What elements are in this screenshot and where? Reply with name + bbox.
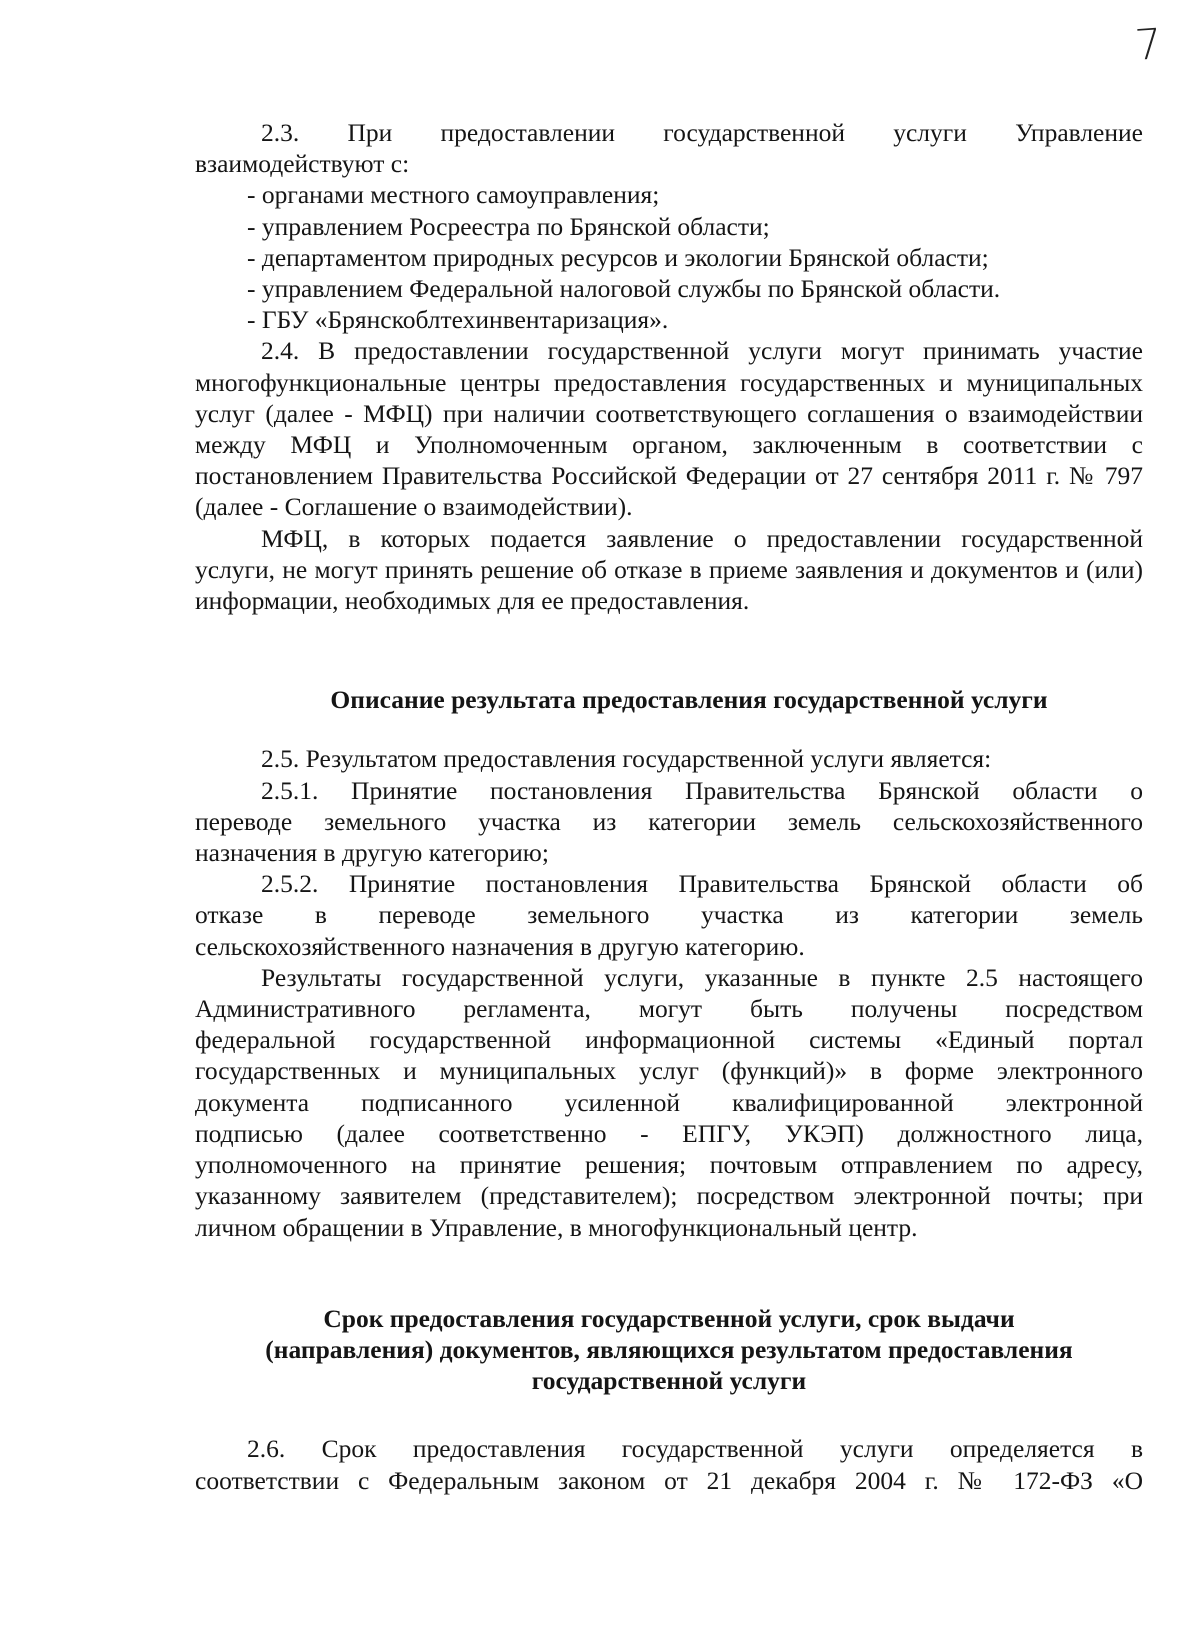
paragraph-line: Результаты государственной услуги, указанные в пункте 2.5 настоящего: [261, 962, 1143, 992]
paragraph-line: назначения в другую категорию;: [195, 838, 549, 868]
paragraph-line: Административного регламента, могут быть получены посредством: [195, 994, 1143, 1024]
paragraph-line: указанному заявителем (представителем); посредством электронной почты; при: [195, 1181, 1143, 1211]
paragraph-line: услуг (далее - МФЦ) при наличии соответствующего соглашения о взаимодействии: [195, 398, 1143, 428]
paragraph-line: услуги, не могут принять решение об отказе в приеме заявления и документов и (или): [195, 554, 1143, 584]
paragraph-line: государственных и муниципальных услуг (функций)» в форме электронного: [195, 1056, 1143, 1086]
paragraph-2-3: [195, 117, 1143, 335]
paragraph-line: информации, необходимых для ее предоставления.: [195, 586, 750, 616]
heading-line: государственной услуги: [531, 1366, 807, 1396]
paragraph-line: многофункциональные центры предоставления государственных и муниципальных: [195, 367, 1143, 397]
paragraph-mfc: [195, 523, 1143, 617]
paragraph-2-5: [195, 743, 1143, 961]
paragraph-line: постановлением Правительства Российской Федерации от 27 сентября 2011 г. № 797: [195, 461, 1143, 491]
paragraph-line: взаимодействуют с:: [195, 149, 410, 179]
paragraph-line: личном обращении в Управление, в многофункциональный центр.: [195, 1212, 918, 1242]
paragraph-line: уполномоченного на принятие решения; почтовым отправлением по адресу,: [195, 1150, 1143, 1180]
section-heading-result: Описание результата предоставления государственной услуги: [330, 685, 1048, 715]
paragraph-2-6: [195, 1433, 1143, 1495]
heading-line: (направления) документов, являющихся результатом предоставления: [265, 1334, 1073, 1364]
list-item: - департаментом природных ресурсов и экологии Брянской области;: [247, 242, 989, 272]
paragraph-line: сельскохозяйственного назначения в другую категорию.: [195, 931, 805, 961]
heading-line: Срок предоставления государственной услуги, срок выдачи: [323, 1303, 1015, 1333]
section-heading-term: [195, 1303, 1143, 1397]
list-item: - органами местного самоуправления;: [247, 180, 660, 210]
paragraph-line: 2.3. При предоставлении государственной услуги Управление: [261, 118, 1143, 147]
paragraph-line: 2.4. В предоставлении государственной услуги могут принимать участие: [261, 336, 1143, 366]
paragraph-line: 2.5.1. Принятие постановления Правительства Брянской области о: [261, 775, 1143, 805]
page-number: 7: [1133, 19, 1164, 70]
paragraph-line: МФЦ, в которых подается заявление о предоставлении государственной: [261, 523, 1143, 553]
paragraph-line: 2.6. Срок предоставления государственной услуги определяется в: [247, 1434, 1143, 1464]
paragraph-line: подписью (далее соответственно - ЕПГУ, УКЭП) должностного лица,: [195, 1118, 1143, 1148]
paragraph-line: 2.5.2. Принятие постановления Правительства Брянской области об: [261, 869, 1143, 899]
document-body: [195, 117, 1143, 1496]
paragraph-line: переводе земельного участка из категории земель сельскохозяйственного: [195, 806, 1143, 836]
list-item: - ГБУ «Брянскоблтехинвентаризация».: [247, 305, 669, 335]
paragraph-line: между МФЦ и Уполномоченным органом, заключенным в соответствии с: [195, 430, 1143, 460]
paragraph-line: 2.5. Результатом предоставления государственной услуги является:: [261, 744, 992, 774]
paragraph-line: федеральной государственной информационной системы «Единый портал: [195, 1025, 1143, 1055]
paragraph-line: документа подписанного усиленной квалифицированной электронной: [195, 1087, 1143, 1117]
paragraph-line: (далее - Соглашение о взаимодействии).: [195, 492, 633, 522]
paragraph-line: соответствии с Федеральным законом от 21 декабря 2004 г. № 172-ФЗ «О: [195, 1465, 1143, 1495]
list-item: - управлением Федеральной налоговой службы по Брянской области.: [247, 274, 1001, 304]
paragraph-2-4: [195, 335, 1143, 522]
paragraph-results: [195, 962, 1143, 1243]
paragraph-line: отказе в переводе земельного участка из категории земель: [195, 900, 1143, 930]
list-item: - управлением Росреестра по Брянской области;: [247, 211, 770, 241]
